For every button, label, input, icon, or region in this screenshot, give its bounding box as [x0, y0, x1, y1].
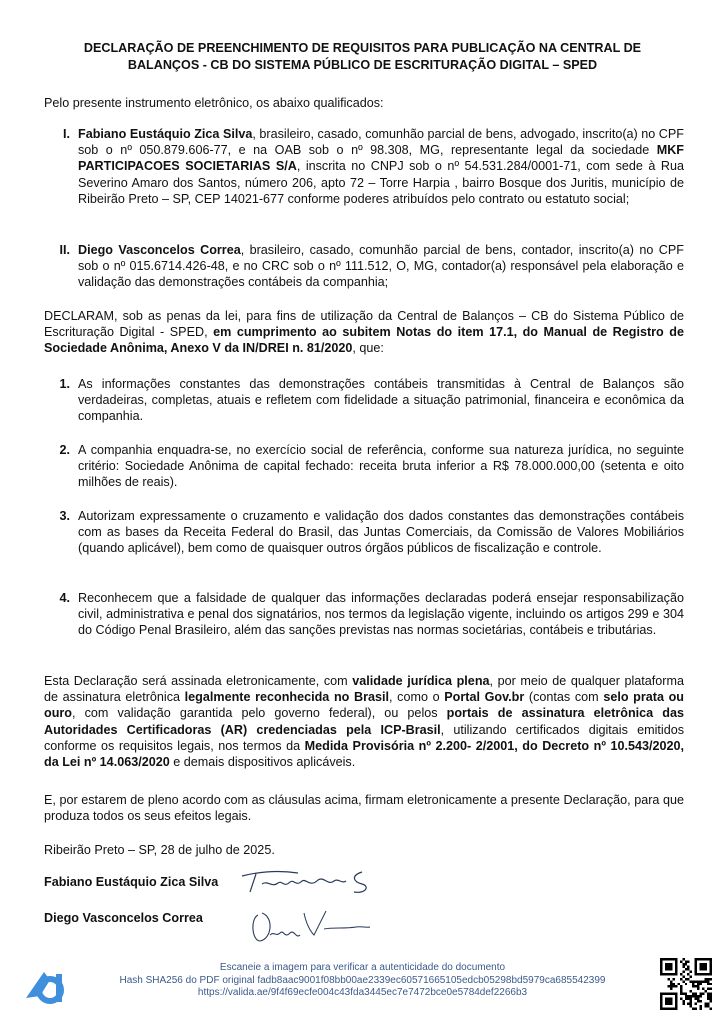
- party-1-paragraph: [78, 126, 684, 207]
- verification-footer: [90, 962, 635, 1000]
- title-line-2: BALANÇOS - CB DO SISTEMA PÚBLICO DE ESCRITURAÇÃO DIGITAL – SPED: [127, 58, 598, 72]
- assinatura-t3: , como o: [389, 690, 445, 705]
- title-line-1: DECLARAÇÃO DE PREENCHIMENTO DE REQUISITOS PARA PUBLICAÇÃO NA CENTRAL DE: [83, 41, 642, 55]
- autentique-logo-icon: [20, 960, 68, 1008]
- intro-paragraph: Pelo presente instrumento eletrônico, os abaixo qualificados:: [44, 96, 384, 110]
- declaram-paragraph: [44, 308, 684, 357]
- party-1-name: Fabiano Eustáquio Zica Silva: [78, 127, 253, 141]
- item-3-text: Autorizam expressamente o cruzamento e validação dos dados constantes das demonstrações contábeis com as bases da Receita Federal do Brasil, das Juntas Comerciais, da Comissão de Valores Mobiliários (quando aplicável), bem como de quaisquer outros órgãos públicos de fiscalização e controle.: [78, 509, 684, 556]
- assinatura-b4: selo prata ou ouro: [44, 690, 684, 721]
- item-marker-1: 1.: [59, 377, 70, 391]
- assinatura-t1: Esta Declaração será assinada eletronicamente, com: [44, 674, 353, 688]
- signer-1-name: Fabiano Eustáquio Zica Silva: [44, 875, 219, 889]
- item-marker-4: 4.: [59, 591, 70, 605]
- signature-2-image: [244, 905, 374, 949]
- assinatura-b2: legalmente reconhecida no Brasil: [184, 690, 389, 705]
- assinatura-t7: e demais dispositivos aplicáveis.: [169, 755, 356, 770]
- party-marker-1: I.: [63, 127, 70, 141]
- closing-paragraph: E, por estarem de pleno acordo com as cláusulas acima, firmam eletronicamente a presente Declaração, para que produza todos os seus efeitos legais.: [44, 793, 684, 824]
- assinatura-paragraph: [44, 673, 684, 770]
- assinatura-t2: , por meio de qualquer plataforma de assinatura eletrônica: [44, 674, 684, 705]
- item-marker-3: 3.: [59, 509, 70, 523]
- item-1-text: As informações constantes das demonstrações contábeis transmitidas à Central de Balanços são verdadeiras, completas, atuais e refletem com fidelidade a situação patrimonial, financeira e econômica da companhia.: [78, 377, 684, 424]
- document-title: [40, 40, 685, 74]
- qr-code-icon: [660, 958, 712, 1010]
- assinatura-b6: Medida Provisória nº 2.200- 2/2001, do Decreto nº 10.543/2020, da Lei nº 14.063/2020: [44, 738, 684, 770]
- party-marker-2: II.: [59, 243, 70, 257]
- party-2-name: Diego Vasconcelos Correa: [78, 243, 241, 257]
- assinatura-b3: Portal Gov.br: [444, 690, 525, 705]
- signature-1-image: [238, 866, 378, 896]
- signer-2-name: Diego Vasconcelos Correa: [44, 911, 203, 925]
- assinatura-t4: (contas com: [524, 690, 604, 705]
- declaram-bold: em cumprimento ao subitem Notas do item 17.1, do Manual de Registro de Sociedade Anônima, Anexo V da IN/DREI n. 81/2020: [44, 325, 684, 356]
- assinatura-b1: validade jurídica plena: [352, 674, 490, 688]
- party-1-company: MKF PARTICIPACOES SOCIETARIAS S/A: [78, 143, 684, 174]
- assinatura-t5: , com validação garantida pelo governo federal), ou pelos: [71, 706, 447, 721]
- item-marker-2: 2.: [59, 443, 70, 457]
- party-2-paragraph: [78, 242, 684, 291]
- assinatura-t6: , utilizando certificados digitais emitidos conforme os requisitos legais, nos termos da: [44, 722, 684, 753]
- declaram-text-b: , que:: [352, 341, 384, 356]
- footer-hash: Hash SHA256 do PDF original fadb8aac9001f08bb00ae2339ec60571665105edcb05298bd5979ca685542399: [119, 974, 606, 986]
- item-2-text: A companhia enquadra-se, no exercício social de referência, conforme sua natureza jurídica, no seguinte critério: Sociedade Anônima de capital fechado: receita bruta inferior a R$ 78.000.000,00 (setenta e oito milhões de reais).: [78, 443, 684, 490]
- party-1-text-a: , brasileiro, casado, comunhão parcial de bens, advogado, inscrito(a) no CPF sob o nº 050.879.606-77, e na OAB sob o nº 98.308, MG, representante legal da sociedade: [78, 127, 684, 158]
- footer-validation-link[interactable]: https://valida.ae/9f4f69ecfe004c43fda3445ec7e7472bce0e5784def2266b3: [197, 987, 528, 998]
- footer-scan-instruction: Escaneie a imagem para verificar a autenticidade do documento: [219, 962, 506, 973]
- assinatura-b5: portais de assinatura eletrônica das Autoridades Certificadoras (AR) credenciadas pela ICP-Brasil: [44, 706, 684, 737]
- declaram-text-a: DECLARAM, sob as penas da lei, para fins de utilização da Central de Balanços – CB do Sistema Público de Escrituração Digital - SPED,: [44, 309, 684, 340]
- party-2-text-a: , brasileiro, casado, comunhão parcial de bens, contador, inscrito(a) no CPF sob o nº 015.6714.426-48, e no CRC sob o nº 111.512, O, MG, contador(a) responsável pela elaboração e validação das demonstrações contábeis da companhia;: [78, 243, 684, 290]
- place-date: Ribeirão Preto – SP, 28 de julho de 2025.: [44, 843, 275, 857]
- party-1-text-b: , inscrita no CNPJ sob o nº 54.531.284/0001-71, com sede à Rua Severino Amaro dos Santos, número 206, apto 72 – Torre Harpia , bairro Bosque dos Juritis, município de Ribeirão Preto – SP, CEP 14021-677 conforme poderes atribuídos pelo contrato ou estatuto social;: [78, 159, 685, 206]
- item-4-text: Reconhecem que a falsidade de qualquer das informações declaradas poderá ensejar responsabilização civil, administrativa e penal dos signatários, nos termos da legislação vigente, incluindo os artigos 299 e 304 do Código Penal Brasileiro, além das sanções previstas nas normas societárias, contábeis e tributárias.: [78, 591, 684, 638]
